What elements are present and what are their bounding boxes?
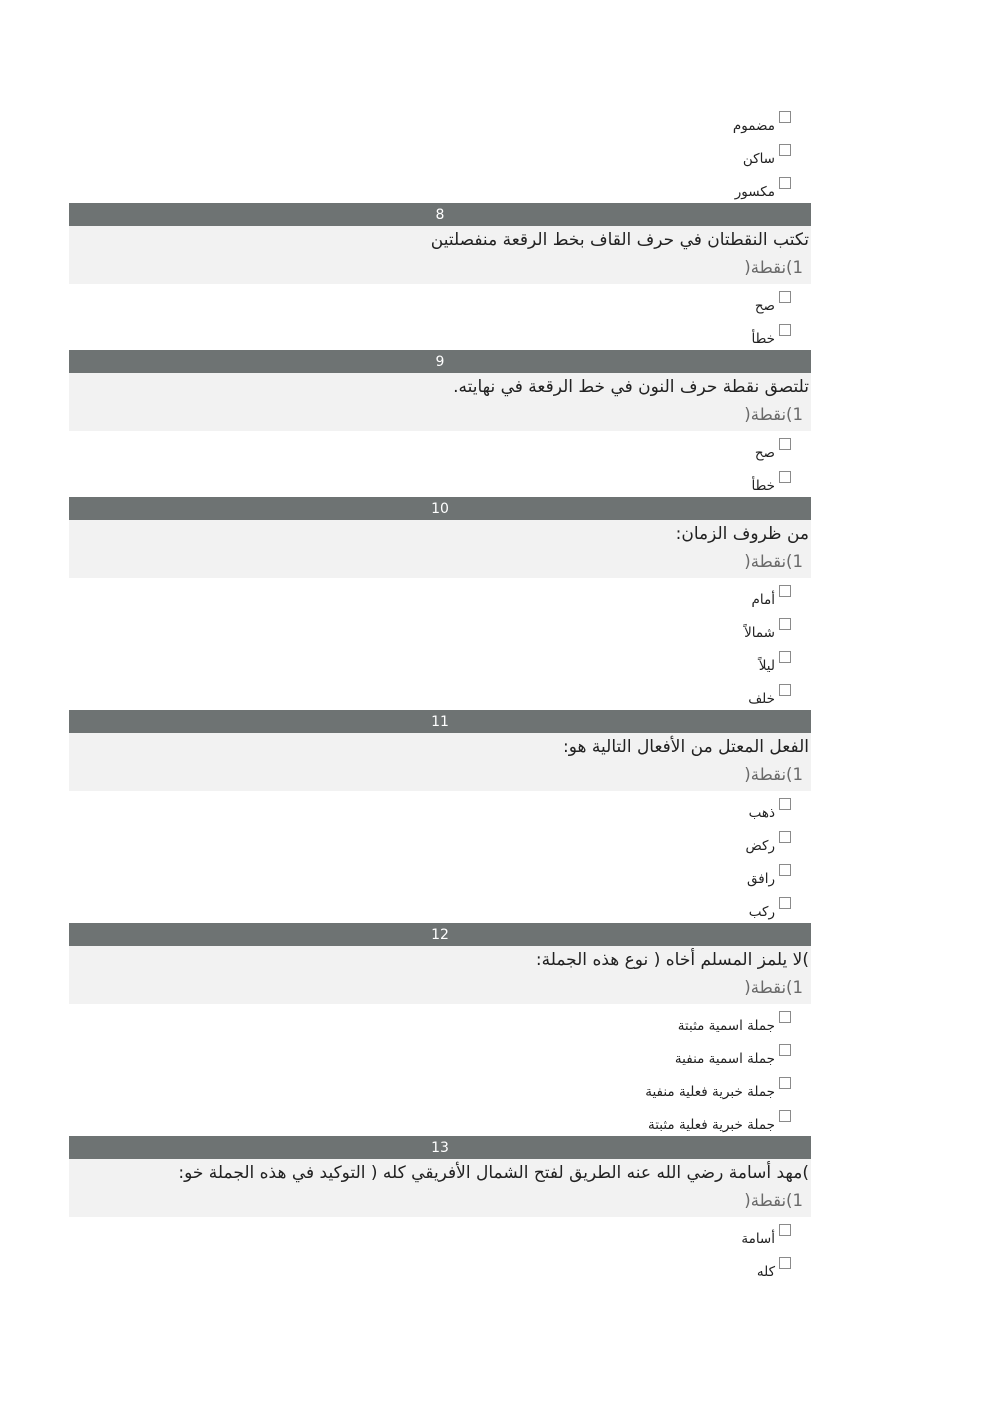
option-label: مضموم: [732, 118, 775, 134]
option-label: جملة خبرية فعلية منفية: [645, 1084, 775, 1100]
option-item[interactable]: [69, 611, 811, 644]
checkbox[interactable]: [779, 798, 791, 810]
question-points: 1)نقطة(: [744, 258, 803, 277]
question-text: الفعل المعتل من الأفعال التالية هو:: [563, 737, 809, 757]
question-text: )مهد أسامة رضي الله عنه الطريق لفتح الشمال الأفريقي كله ( التوكيد في هذه الجملة خو:: [178, 1163, 809, 1183]
question-number-bar: 9: [69, 350, 811, 373]
checkbox[interactable]: [779, 897, 791, 909]
option-item[interactable]: [69, 1250, 811, 1283]
option-label: جملة خبرية فعلية مثبتة: [647, 1117, 775, 1133]
question-number-bar: 11: [69, 710, 811, 733]
checkbox[interactable]: [779, 1257, 791, 1269]
option-list: [69, 791, 811, 923]
checkbox[interactable]: [779, 1011, 791, 1023]
question-points: 1)نقطة(: [744, 765, 803, 784]
question-points: 1)نقطة(: [744, 405, 803, 424]
checkbox[interactable]: [779, 471, 791, 483]
option-item[interactable]: [69, 578, 811, 611]
option-label: أمام: [751, 592, 775, 608]
option-label: جملة اسمية مثبتة: [677, 1018, 775, 1034]
question-points: 1)نقطة(: [744, 1191, 803, 1210]
option-label: ذهب: [748, 805, 775, 821]
checkbox[interactable]: [779, 111, 791, 123]
quiz-sheet: [69, 0, 811, 1283]
option-list: [69, 104, 811, 203]
option-item[interactable]: [69, 1070, 811, 1103]
option-item[interactable]: [69, 431, 811, 464]
option-label: خلف: [748, 691, 775, 707]
option-item[interactable]: [69, 104, 811, 137]
checkbox[interactable]: [779, 618, 791, 630]
option-label: شمالاً: [744, 625, 775, 641]
option-label: ساكن: [742, 151, 775, 167]
checkbox[interactable]: [779, 864, 791, 876]
checkbox[interactable]: [779, 438, 791, 450]
question-text: تكتب النقطتان في حرف القاف بخط الرقعة منفصلتين: [430, 230, 809, 250]
option-item[interactable]: [69, 284, 811, 317]
question-text: تلتصق نقطة حرف النون في خط الرقعة في نهايته.: [453, 377, 809, 397]
question-text: من ظروف الزمان:: [675, 524, 809, 544]
checkbox[interactable]: [779, 1077, 791, 1089]
option-list: [69, 578, 811, 710]
question-number-bar: 10: [69, 497, 811, 520]
question-box: [69, 520, 811, 578]
option-item[interactable]: [69, 890, 811, 923]
option-item[interactable]: [69, 1217, 811, 1250]
option-item[interactable]: [69, 137, 811, 170]
option-item[interactable]: [69, 1037, 811, 1070]
question-box: [69, 1159, 811, 1217]
option-label: صح: [754, 445, 775, 461]
option-label: ركب: [748, 904, 775, 920]
option-list: [69, 284, 811, 350]
question-number-bar: 8: [69, 203, 811, 226]
option-label: خطأ: [751, 331, 775, 347]
checkbox[interactable]: [779, 684, 791, 696]
option-item[interactable]: [69, 677, 811, 710]
checkbox[interactable]: [779, 1224, 791, 1236]
option-label: خطأ: [751, 478, 775, 494]
option-label: أسامة: [741, 1231, 775, 1247]
option-label: ركض: [745, 838, 775, 854]
option-label: كله: [756, 1264, 775, 1280]
checkbox[interactable]: [779, 831, 791, 843]
checkbox[interactable]: [779, 585, 791, 597]
checkbox[interactable]: [779, 324, 791, 336]
checkbox[interactable]: [779, 651, 791, 663]
question-box: [69, 733, 811, 791]
option-label: رافق: [747, 871, 775, 887]
option-item[interactable]: [69, 1004, 811, 1037]
question-points: 1)نقطة(: [744, 552, 803, 571]
option-label: جملة اسمية منفية: [674, 1051, 775, 1067]
option-item[interactable]: [69, 464, 811, 497]
question-number-bar: 13: [69, 1136, 811, 1159]
checkbox[interactable]: [779, 291, 791, 303]
question-text: )لا يلمز المسلم أخاه ( نوع هذه الجملة:: [535, 950, 809, 970]
question-points: 1)نقطة(: [744, 978, 803, 997]
checkbox[interactable]: [779, 177, 791, 189]
option-item[interactable]: [69, 791, 811, 824]
option-item[interactable]: [69, 824, 811, 857]
checkbox[interactable]: [779, 1110, 791, 1122]
option-list: [69, 1217, 811, 1283]
option-item[interactable]: [69, 170, 811, 203]
option-item[interactable]: [69, 644, 811, 677]
option-item[interactable]: [69, 1103, 811, 1136]
checkbox[interactable]: [779, 1044, 791, 1056]
option-list: [69, 1004, 811, 1136]
option-label: صح: [754, 298, 775, 314]
question-box: [69, 373, 811, 431]
question-number-bar: 12: [69, 923, 811, 946]
option-label: ليلاً: [758, 658, 775, 674]
option-label: مكسور: [734, 184, 775, 200]
option-item[interactable]: [69, 857, 811, 890]
checkbox[interactable]: [779, 144, 791, 156]
option-list: [69, 431, 811, 497]
question-box: [69, 226, 811, 284]
option-item[interactable]: [69, 317, 811, 350]
question-box: [69, 946, 811, 1004]
